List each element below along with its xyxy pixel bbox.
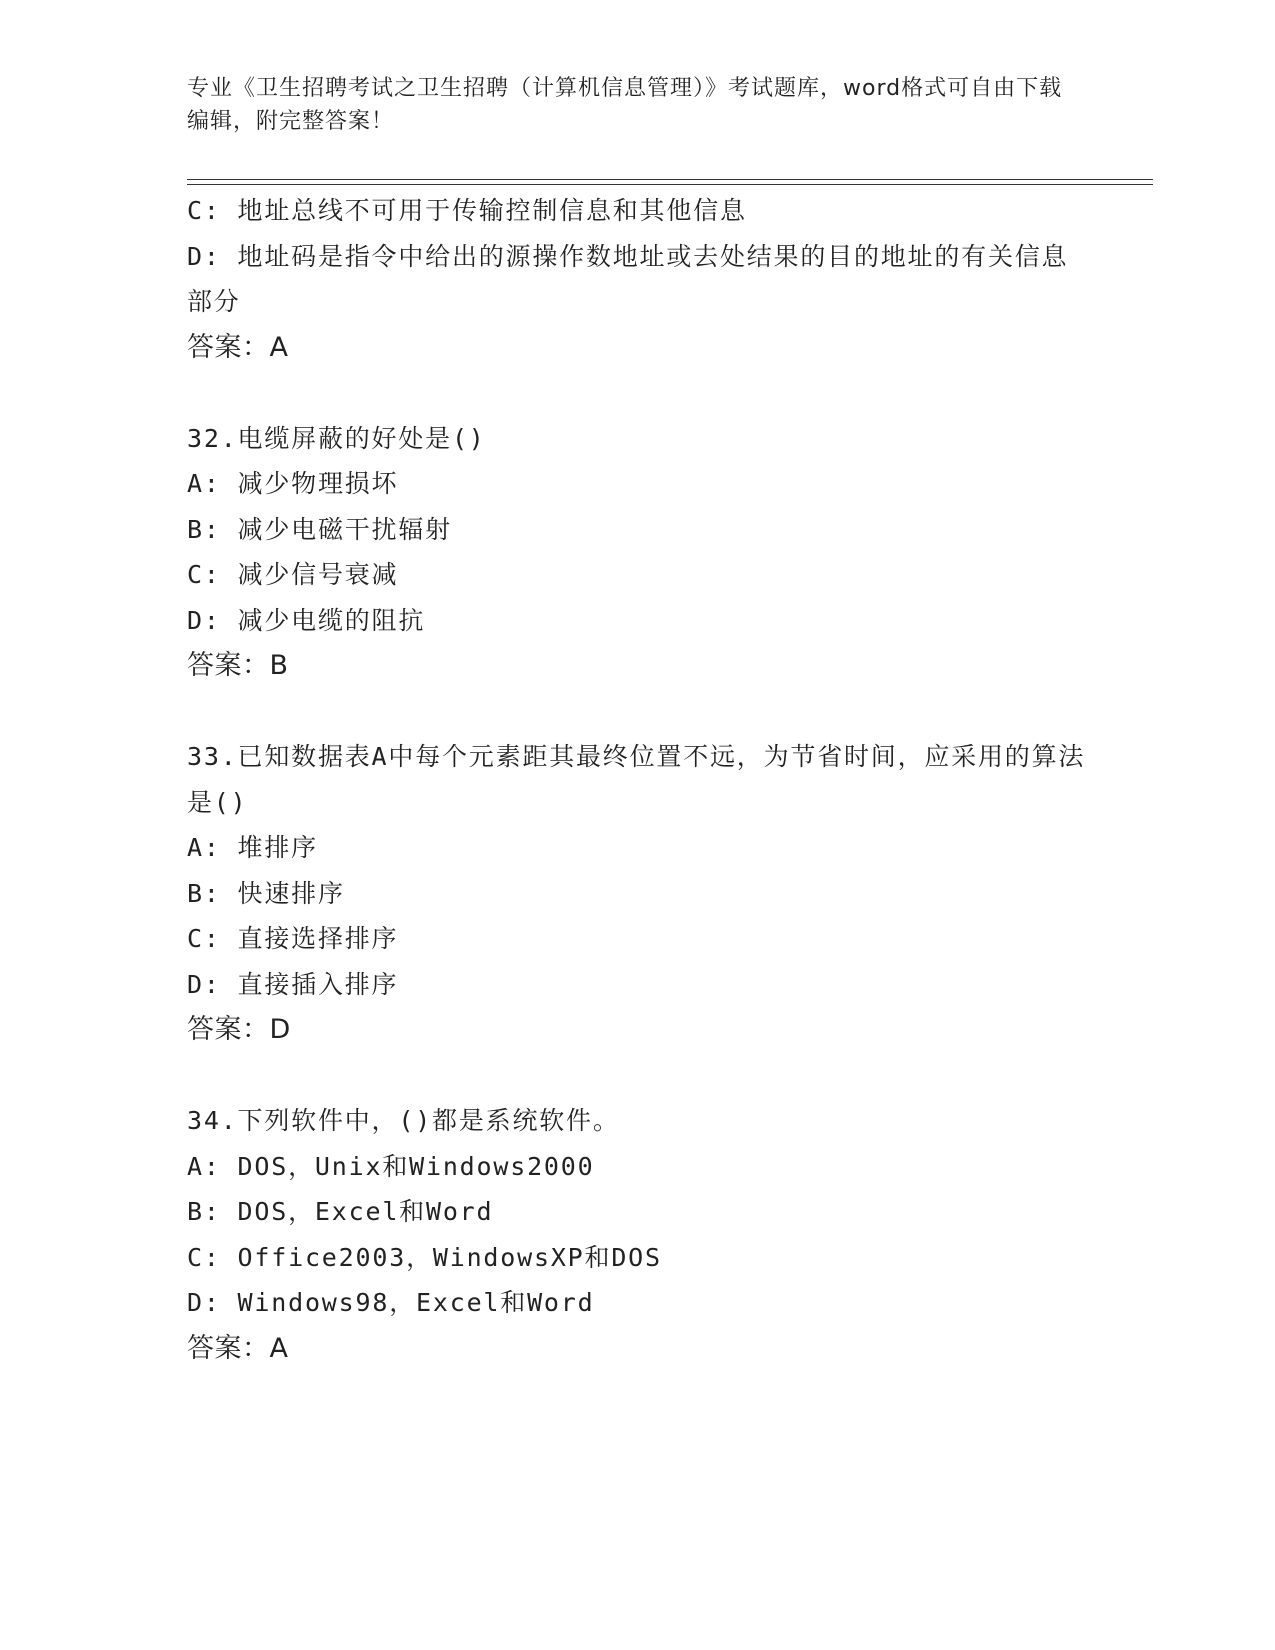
question-text: 32.电缆屏蔽的好处是(): [187, 423, 486, 453]
option-d: D: 地址码是指令中给出的源操作数地址或去处结果的目的地址的有关信息部分: [187, 241, 1069, 316]
option-b: B: 快速排序: [187, 878, 345, 908]
question-list: [187, 188, 1087, 1371]
prev-question-block: [187, 188, 1087, 370]
option-d: D: Windows98，Excel和Word: [187, 1288, 595, 1317]
spacer: [187, 370, 1087, 416]
document-header: 专业《卫生招聘考试之卫生招聘（计算机信息管理）》考试题库，word格式可自由下载编辑，附完整答案！: [187, 76, 1063, 134]
option-c: C: Office2003，WindowsXP和DOS: [187, 1242, 662, 1272]
option-a: A: 堆排序: [187, 833, 318, 862]
option-c: C: 地址总线不可用于传输控制信息和其他信息: [187, 196, 747, 225]
header-rule-top: [187, 179, 1153, 180]
option-c: C: 直接选择排序: [187, 924, 399, 953]
question-text: 33.已知数据表A中每个元素距其最终位置不远，为节省时间，应采用的算法是(): [187, 742, 1086, 817]
option-b: B: DOS，Excel和Word: [187, 1197, 494, 1226]
option-a: A: 减少物理损坏: [187, 469, 399, 498]
option-d: D: 减少电缆的阻抗: [187, 605, 426, 635]
option-b: B: 减少电磁干扰辐射: [187, 514, 452, 544]
option-d: D: 直接插入排序: [187, 969, 399, 999]
question-block-32: [187, 416, 1087, 689]
option-a: A: DOS，Unix和Windows2000: [187, 1151, 595, 1181]
answer-label: 答案：A: [187, 331, 289, 363]
header-rule-bottom: [187, 184, 1153, 185]
question-block-34: [187, 1098, 1087, 1371]
answer-label: 答案：A: [187, 1332, 289, 1364]
answer-label: 答案：B: [187, 650, 289, 681]
spacer: [187, 689, 1087, 735]
question-block-33: [187, 734, 1087, 1053]
answer-label: 答案：D: [187, 1014, 291, 1045]
spacer: [187, 1053, 1087, 1099]
question-text: 34.下列软件中，()都是系统软件。: [187, 1106, 620, 1135]
option-c: C: 减少信号衰减: [187, 560, 399, 589]
